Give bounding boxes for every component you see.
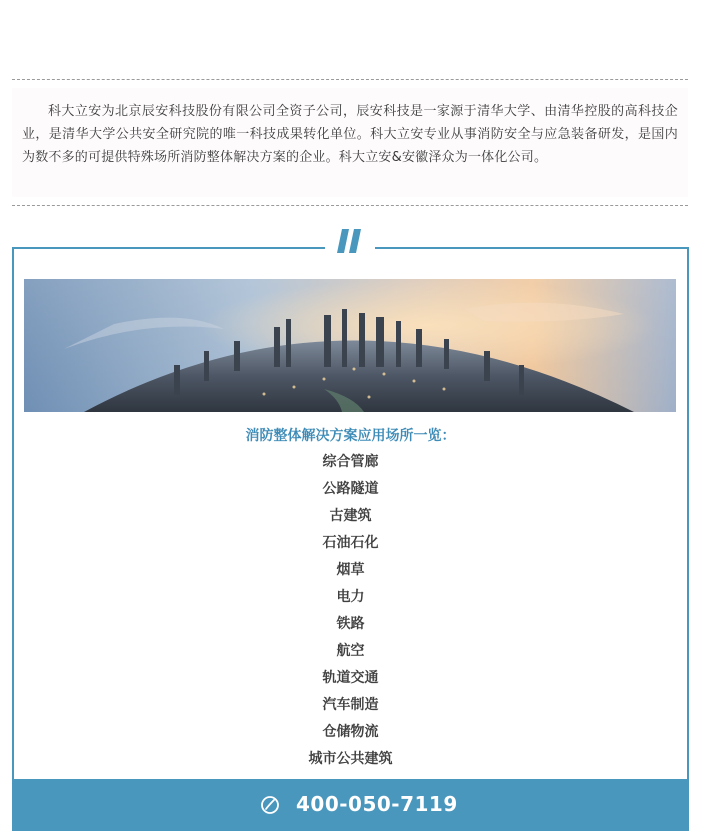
list-item: 综合管廊 [322,454,379,470]
list-item: 航空 [336,643,365,659]
list-item: 仓储物流 [322,724,379,740]
city-panorama-svg [24,279,676,412]
list-item: 城市公共建筑 [308,751,393,767]
phone-icon [260,795,280,815]
solutions-list [12,452,689,776]
list-item: 古建筑 [329,508,372,524]
list-item: 电力 [336,589,365,605]
double-quote-icon [336,226,364,256]
list-item: 石油石化 [322,535,379,551]
list-item: 铁路 [336,616,365,632]
phone-number[interactable]: 400-050-7119 [296,792,458,816]
city-panorama-image [24,279,676,412]
list-item: 轨道交通 [322,670,379,686]
phone-bar[interactable] [12,779,689,831]
list-item: 公路隧道 [322,481,379,497]
solutions-title: 消防整体解决方案应用场所一览： [245,428,456,444]
list-item: 汽车制造 [322,697,379,713]
list-item: 烟草 [336,562,365,578]
intro-section [12,79,688,206]
intro-text: 科大立安为北京辰安科技股份有限公司全资子公司，辰安科技是一家源于清华大学、由清华控股的高科技企业，是清华大学公共安全研究院的唯一科技成果转化单位。科大立安专业从事消防安全与应急装备研发，是国内为数不多的可提供特殊场所消防整体解决方案的企业。科大立安&安徽泽众为一体化公司。 [22,104,678,165]
